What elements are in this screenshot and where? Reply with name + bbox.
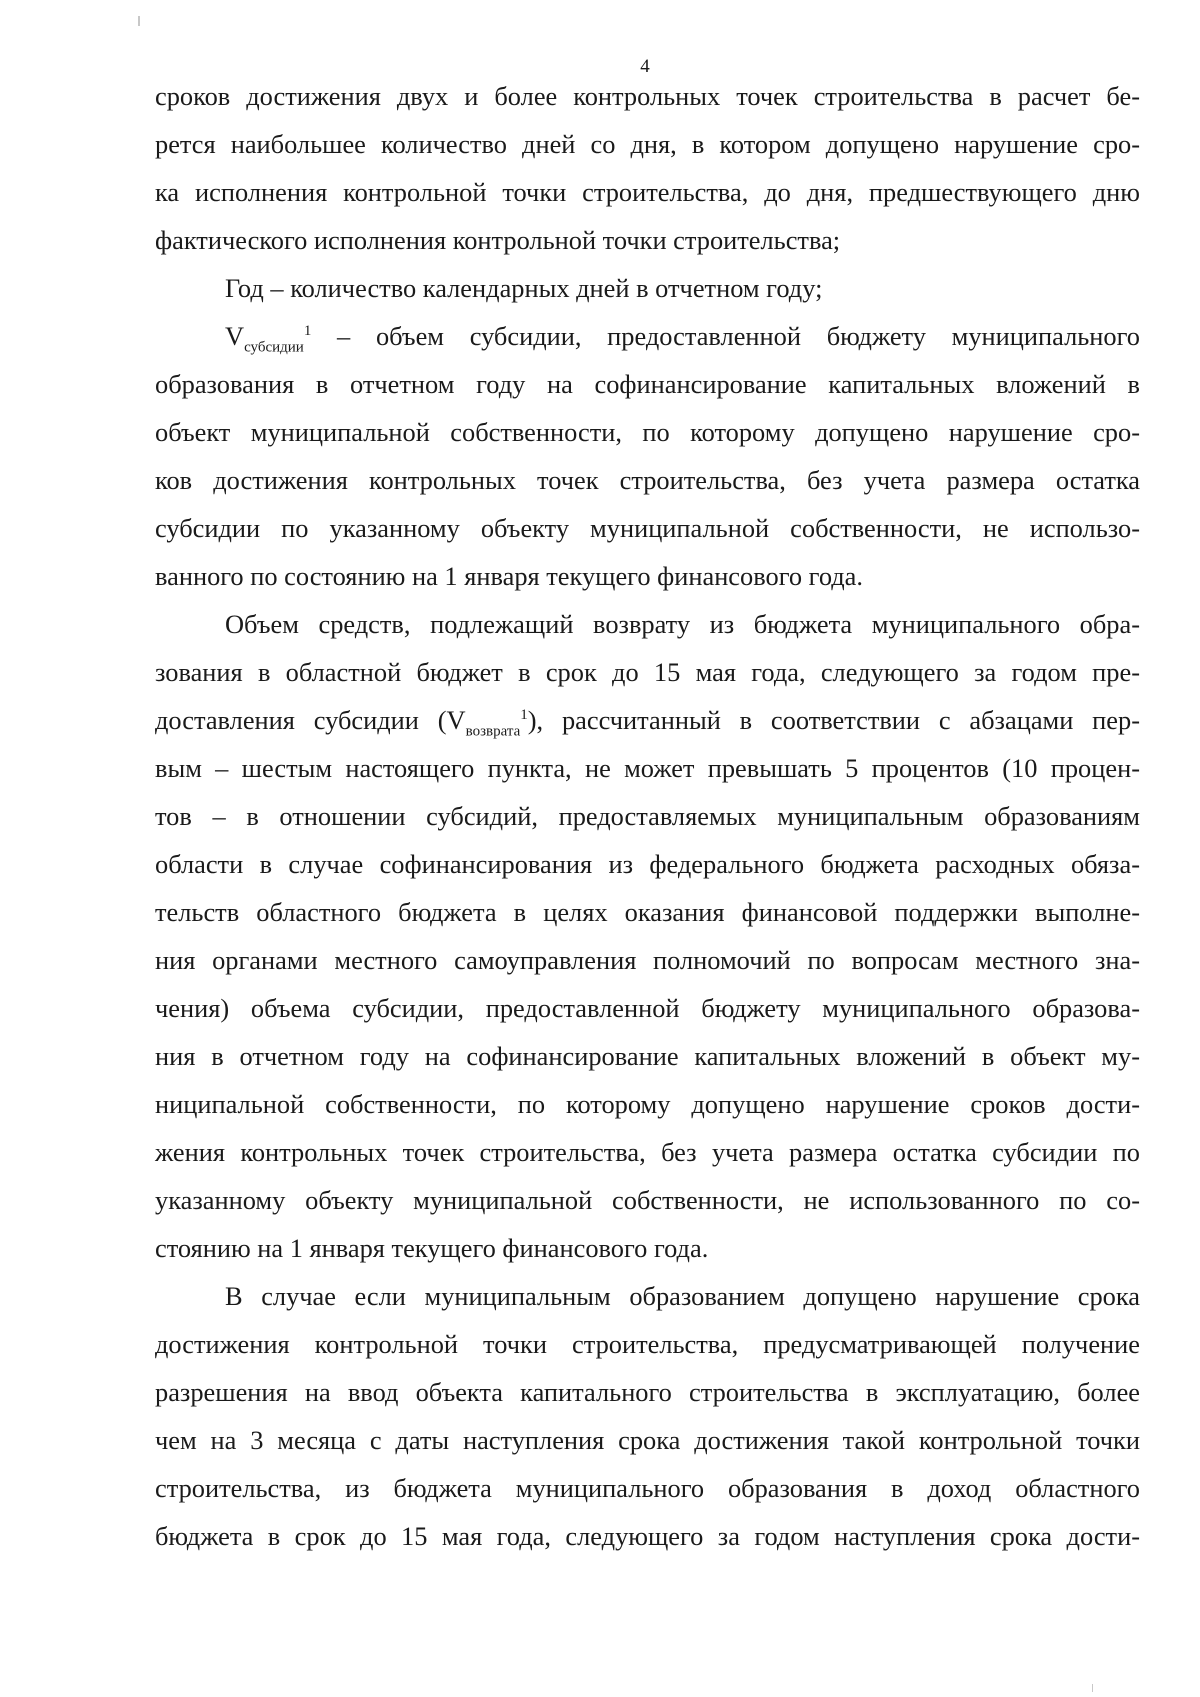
variable-symbol [225,321,312,356]
text-line: чем на 3 месяца с даты наступления срока достижения такой контрольной точки [155,1425,1140,1455]
text-line: ка исполнения контрольной точки строительства, до дня, предшествующего дню [155,177,1140,207]
text-line: разрешения на ввод объекта капитального строительства в эксплуатацию, более [155,1377,1140,1407]
text-line: ния в отчетном году на софинансирование капитальных вложений в объект му- [155,1041,1140,1071]
text-line: чения) объема субсидии, предоставленной бюджету муниципального образова- [155,993,1140,1023]
text-line: области в случае софинансирования из федерального бюджета расходных обяза- [155,849,1140,879]
text-line: ванного по состоянию на 1 января текущего финансового года. [155,561,863,591]
text-line: жения контрольных точек строительства, без учета размера остатка субсидии по [155,1137,1140,1167]
variable-symbol [446,705,528,740]
paragraph-continuation [155,72,1140,264]
text-line: тельств областного бюджета в целях оказания финансовой поддержки выполне- [155,897,1140,927]
text-fragment: ), рассчитанный в соответствии с абзацами пер- [527,705,1140,735]
text-line: ния органами местного самоуправления полномочий по вопросам местного зна- [155,945,1140,975]
page-number: 4 [640,56,650,77]
text-line: объект муниципальной собственности, по которому допущено нарушение сро- [155,417,1140,447]
text-line: рется наибольшее количество дней со дня, в котором допущено нарушение сро- [155,129,1140,159]
scan-artifact-bottom [1092,1684,1093,1692]
text-line: образования в отчетном году на софинансирование капитальных вложений в [155,369,1140,399]
variable-subscript: возврата [465,723,521,740]
paragraph-return-volume [155,600,1140,1272]
variable-subscript: субсидии [244,339,304,356]
variable-superscript: 1 [303,323,312,340]
text-line: зования в областной бюджет в срок до 15 мая года, следующего за годом пре- [155,657,1140,687]
text-line: Объем средств, подлежащий возврату из бюджета муниципального обра- [225,609,1140,639]
paragraph-subsidy-definition [155,312,1140,600]
variable-base: V [225,321,245,351]
document-body [155,72,1140,1560]
text-line: тов – в отношении субсидий, предоставляемых муниципальным образованиям [155,801,1140,831]
text-line: стоянию на 1 января текущего финансового года. [155,1233,709,1263]
text-line: достижения контрольной точки строительства, предусматривающей получение [155,1329,1140,1359]
paragraph-year-definition [155,264,1140,312]
text-fragment: доставления субсидии ( [155,705,447,735]
paragraph-permit-violation [155,1272,1140,1560]
text-line: субсидии по указанному объекту муниципальной собственности, не использо- [155,513,1140,543]
text-fragment: – объем субсидии, предоставленной бюджету муниципального [311,321,1140,351]
text-line: В случае если муниципальным образованием допущено нарушение срока [225,1281,1140,1311]
variable-superscript: 1 [520,707,528,724]
text-line: фактического исполнения контрольной точки строительства; [155,225,841,255]
text-line: строительства, из бюджета муниципального образования в доход областного [155,1473,1140,1503]
variable-base: V [446,705,466,735]
text-line: бюджета в срок до 15 мая года, следующего за годом наступления срока дости- [155,1521,1140,1551]
text-line: ниципальной собственности, по которому допущено нарушение сроков дости- [155,1089,1140,1119]
text-line: ков достижения контрольных точек строительства, без учета размера остатка [155,465,1140,495]
text-line-with-variable [155,312,1140,360]
text-line: вым – шестым настоящего пункта, не может превышать 5 процентов (10 процен- [155,753,1140,783]
scan-artifact-top [138,16,140,26]
text-line: Год – количество календарных дней в отчетном году; [225,273,823,303]
text-line: сроков достижения двух и более контрольных точек строительства в расчет бе- [155,81,1140,111]
text-line-with-variable [155,696,1140,744]
text-line: указанному объекту муниципальной собственности, не использованного по со- [155,1185,1140,1215]
